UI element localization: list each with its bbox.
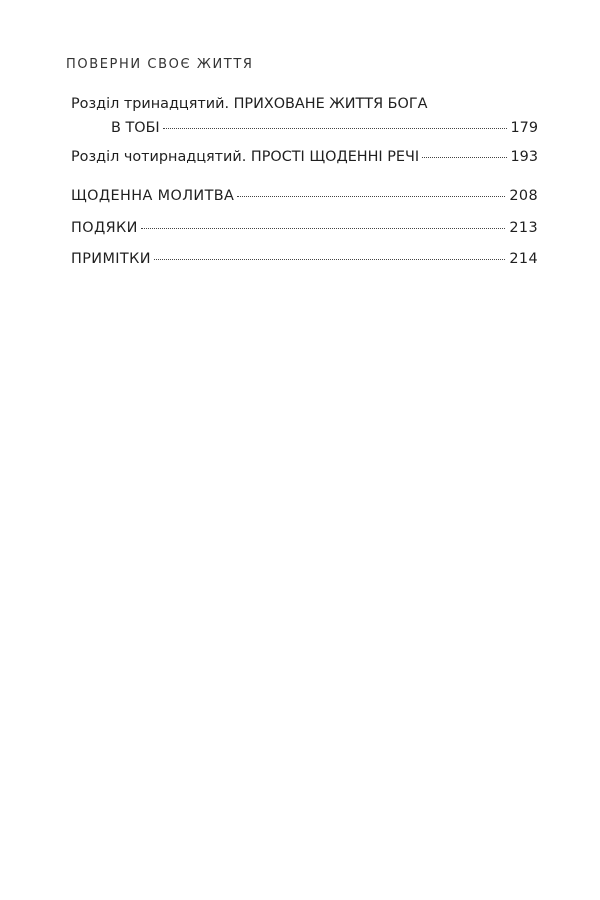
toc-entry-page-number: 213 [509,220,538,236]
dot-leader [163,128,507,129]
toc-entry-page-number: 179 [510,120,538,136]
dot-leader [154,259,505,260]
toc-entry-daily-prayer[interactable] [71,186,538,206]
toc-entry-label: ПРИМІТКИ [71,251,151,267]
toc-entry-label: В ТОБІ [111,120,160,136]
toc-entry-acknowledgements[interactable] [71,218,538,238]
toc-entry-label: ПОДЯКИ [71,220,138,236]
toc-entry-label: ЩОДЕННА МОЛИТВА [71,188,235,204]
toc-entry-page-number: 208 [509,188,538,204]
dot-leader [141,228,506,229]
dot-leader [237,196,505,197]
toc-entry-chapter-13[interactable] [111,118,538,138]
toc-entry-page-number: 193 [510,149,538,165]
toc-entry-notes[interactable] [71,249,538,269]
toc-entry-chapter-13-line1: Розділ тринадцятий. ПРИХОВАНЕ ЖИТТЯ БОГА [71,96,428,112]
toc-entry-chapter-14[interactable] [71,147,538,167]
running-head: ПОВЕРНИ СВОЄ ЖИТТЯ [66,57,254,72]
toc-entry-label: Розділ чотирнадцятий. ПРОСТІ ЩОДЕННІ РЕЧІ [71,149,420,165]
dot-leader [422,157,506,158]
toc-entry-page-number: 214 [509,251,538,267]
